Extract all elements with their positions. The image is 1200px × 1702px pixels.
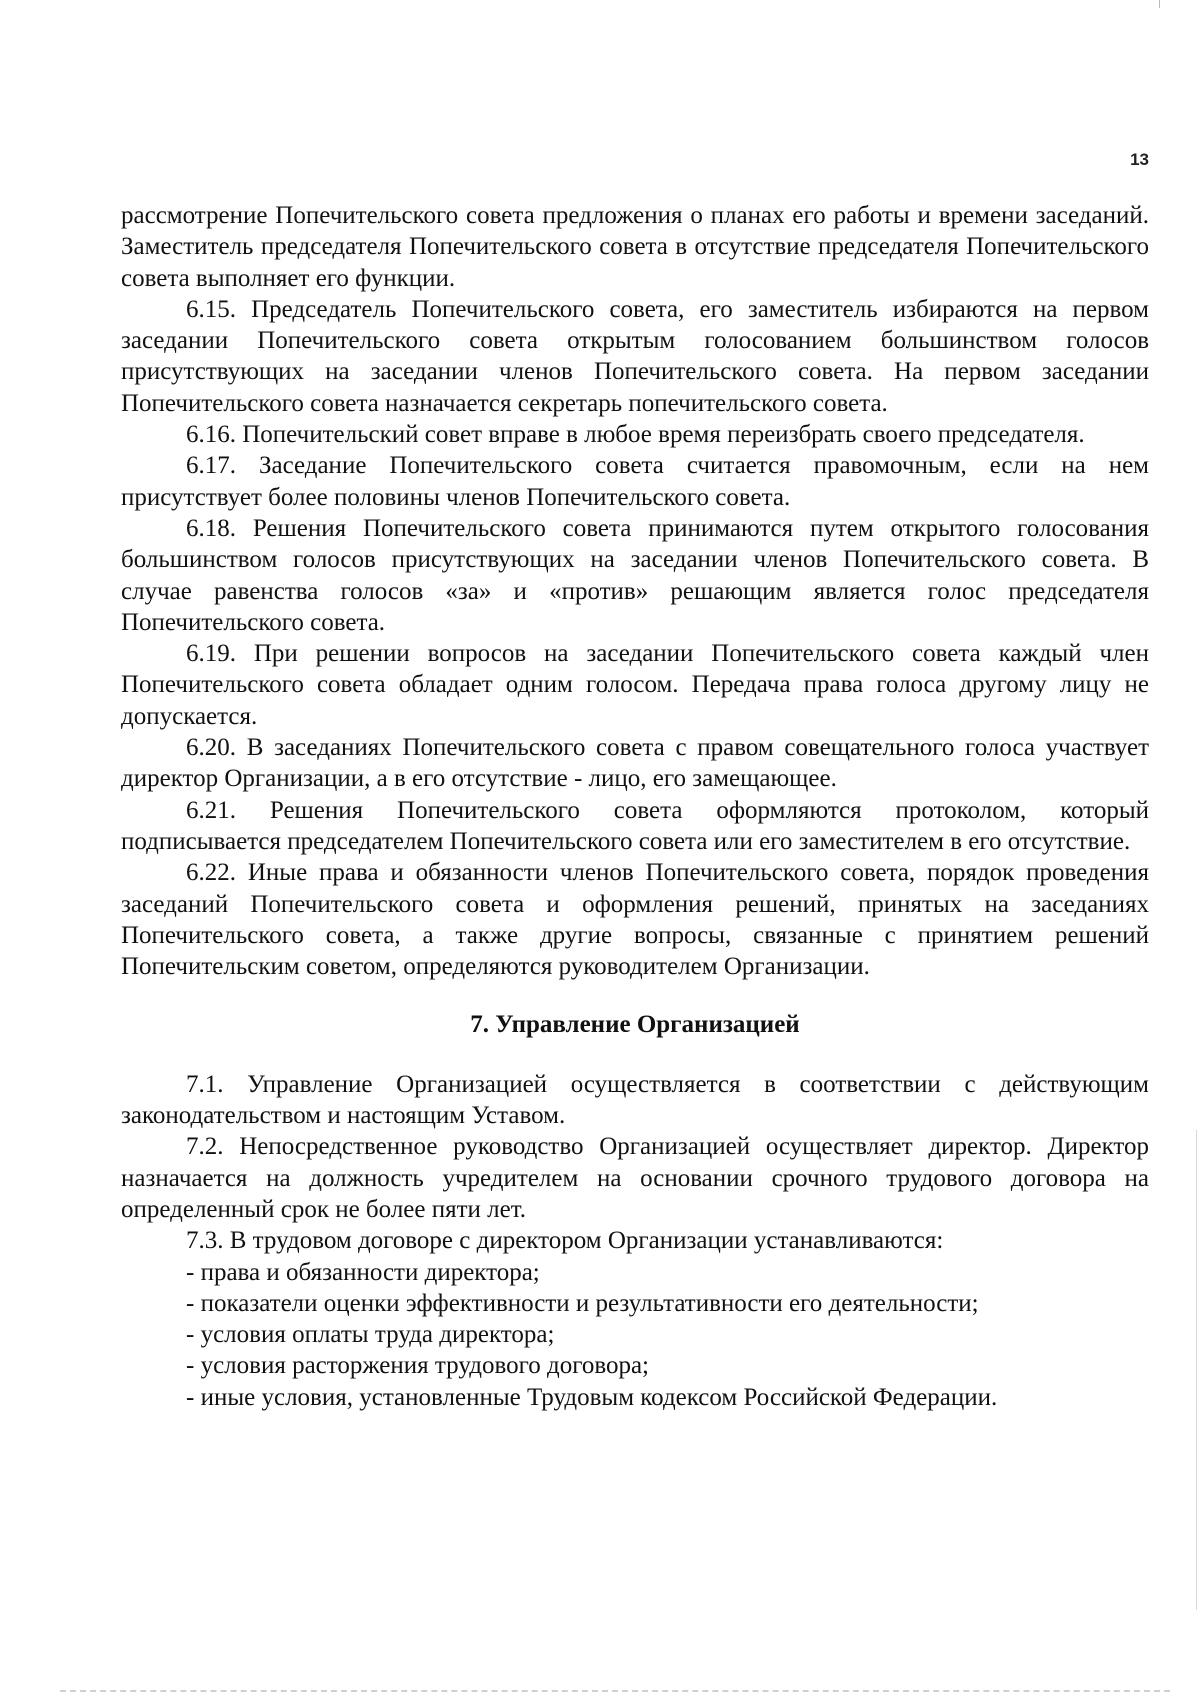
paragraph-7-1: 7.1. Управление Организацией осуществляется в соответствии с действующим законодательством и настоящим Уставом.: [121, 1070, 1149, 1130]
paragraph-6-22: 6.22. Иные права и обязанности членов Попечительского совета, порядок проведения заседаний Попечительского совета и оформления решений, принятых на заседаниях Попечительского совета, а также другие вопросы, связанные с принятием решений Попечительским советом, определяются руководителем Организации.: [121, 859, 1149, 981]
scan-edge-mark: [1159, 0, 1160, 8]
list-item: - показатели оценки эффективности и результативности его деятельности;: [186, 1289, 979, 1317]
scan-bottom-line: [60, 1690, 1170, 1693]
paragraph-6-20: 6.20. В заседаниях Попечительского совета с правом совещательного голоса участвует директор Организации, а в его отсутствие - лицо, его замещающее.: [121, 734, 1149, 793]
list-item: - иные условия, установленные Трудовым кодексом Российской Федерации.: [186, 1383, 998, 1411]
paragraph-6-18: 6.18. Решения Попечительского совета принимаются путем открытого голосования большинством голосов присутствующих на заседании членов Попечительского совета. В случае равенства голосов «за» и «против» решающим является голос председателя Попечительского совета.: [121, 514, 1149, 636]
list-item: - условия оплаты труда директора;: [186, 1321, 555, 1349]
list-item: - условия расторжения трудового договора;: [186, 1352, 650, 1380]
paragraph-6-19: 6.19. При решении вопросов на заседании Попечительского совета каждый член Попечительского совета обладает одним голосом. Передача права голоса другому лицу не допускается.: [121, 640, 1149, 730]
paragraph-continuation: рассмотрение Попечительского совета предложения о планах его работы и времени заседаний. Заместитель председателя Попечительского совета в отсутствие председателя Попечительского совета выполняет его функции.: [121, 202, 1149, 292]
paragraph-7-2: 7.2. Непосредственное руководство Организацией осуществляет директор. Директор назначается на должность учредителем на основании срочного трудового договора на определенный срок не более пяти лет.: [121, 1133, 1149, 1223]
paragraph-6-16: 6.16. Попечительский совет вправе в любое время переизбрать своего председателя.: [186, 421, 1085, 449]
section-title: 7. Управление Организацией: [470, 1011, 800, 1039]
paragraph-6-15: 6.15. Председатель Попечительского совета, его заместитель избираются на первом заседании Попечительского совета открытым голосованием большинством голосов присутствующих на заседании членов Попечительского совета. На первом заседании Попечительского совета назначается секретарь попечительского совета.: [121, 295, 1149, 417]
paragraph-7-3: 7.3. В трудовом договоре с директором Организации устанавливаются:: [186, 1227, 944, 1255]
paragraph-6-17: 6.17. Заседание Попечительского совета считается правомочным, если на нем присутствует более половины членов Попечительского совета.: [121, 452, 1149, 511]
scan-edge-line: [1196, 1130, 1197, 1610]
list-item: - права и обязанности директора;: [186, 1258, 540, 1286]
document-body: [121, 200, 1149, 1413]
page-number: 13: [1130, 150, 1149, 169]
paragraph-6-21: 6.21. Решения Попечительского совета оформляются протоколом, который подписывается председателем Попечительского совета или его заместителем в его отсутствие.: [121, 796, 1149, 855]
contract-terms-list: [121, 1257, 1149, 1413]
